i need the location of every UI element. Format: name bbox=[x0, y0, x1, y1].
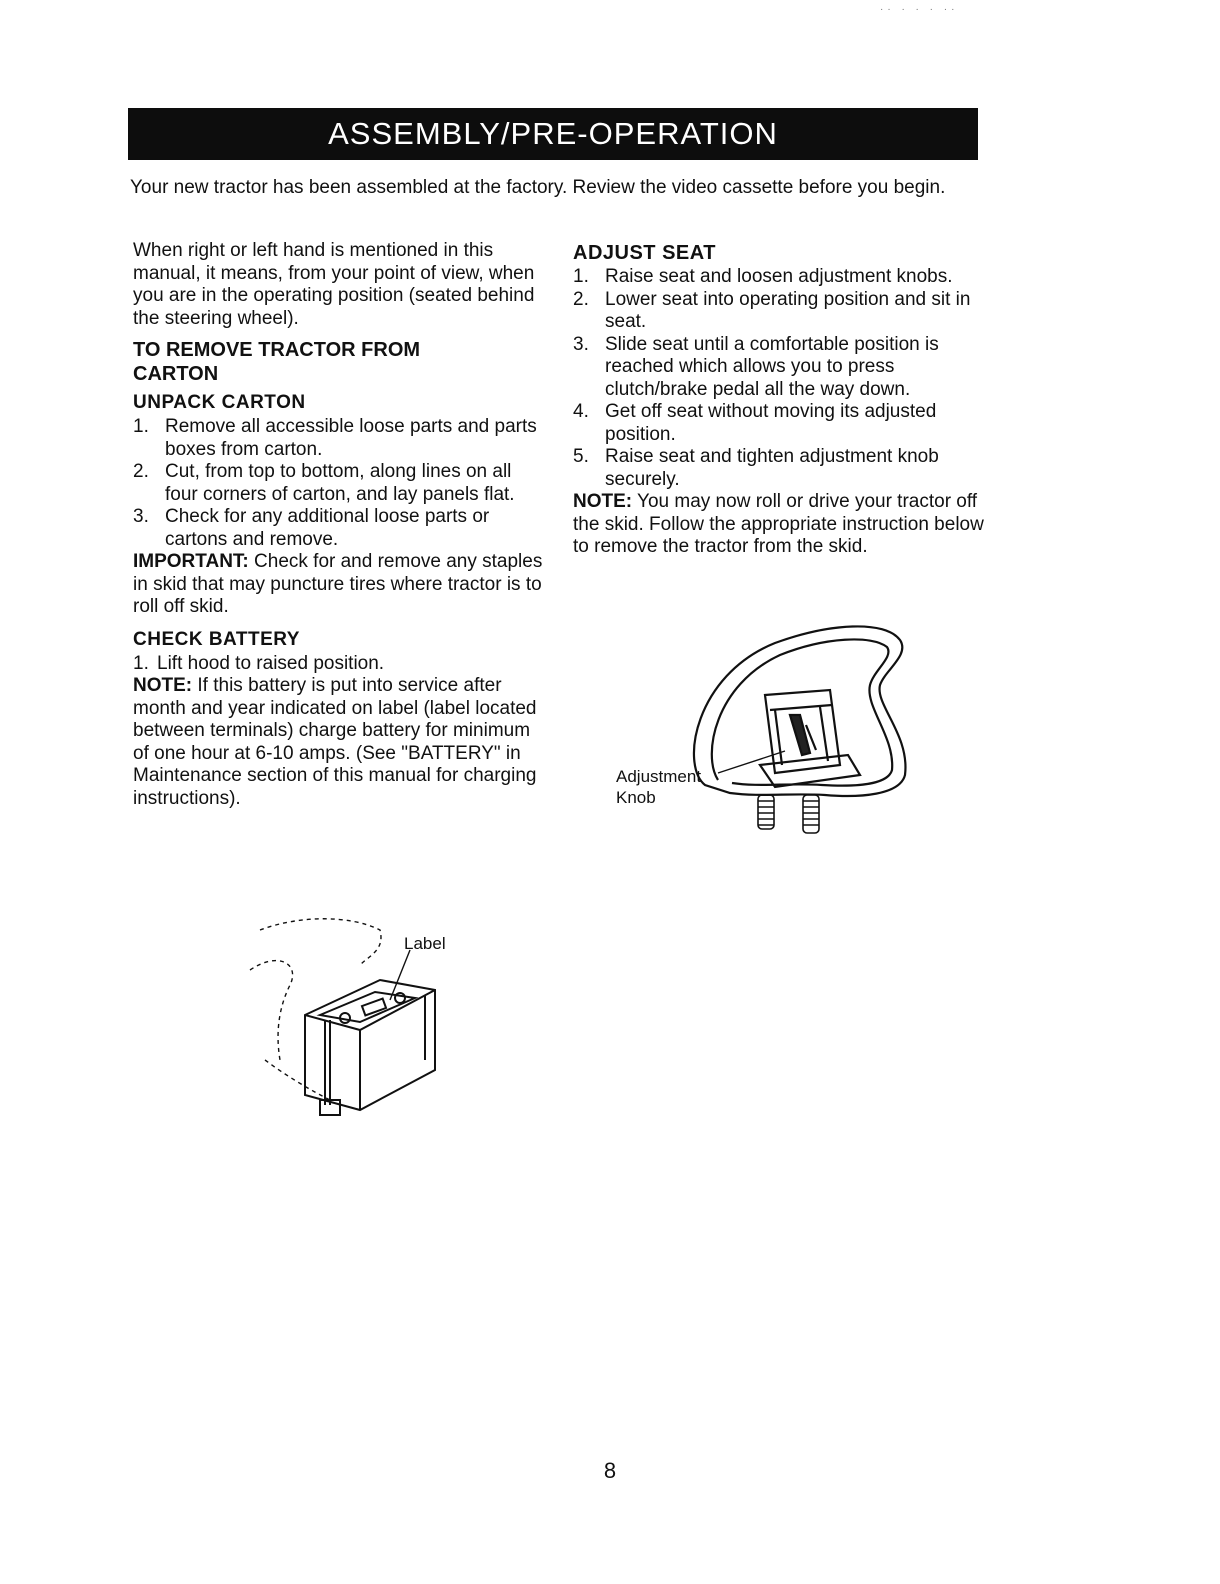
important-note bbox=[133, 551, 548, 619]
scan-specks: ·· · · · ·· bbox=[880, 4, 959, 15]
step-text: Lower seat into operating position and sit in seat. bbox=[605, 288, 971, 332]
step-text: Remove all accessible loose parts and parts boxes from carton. bbox=[165, 416, 537, 460]
note-text: You may now roll or drive your tractor off the skid. Follow the appropriate instruction below to remove the tractor from the skid. bbox=[573, 491, 984, 557]
right-column bbox=[573, 242, 993, 559]
unpack-steps-list bbox=[133, 416, 548, 551]
battery-label-callout: Label bbox=[404, 934, 446, 953]
note-label: NOTE: bbox=[133, 675, 193, 696]
step-text: Get off seat without moving its adjusted position. bbox=[605, 401, 937, 445]
list-item bbox=[573, 401, 993, 446]
step-text: Cut, from top to bottom, along lines on all four corners of carton, and lay panels flat. bbox=[165, 461, 515, 505]
intro-paragraph: Your new tractor has been assembled at the factory. Review the video cassette before you begin. bbox=[130, 177, 946, 198]
left-column bbox=[133, 240, 548, 810]
list-item bbox=[573, 446, 993, 491]
note-text: If this battery is put into service after month and year indicated on label (label located between terminals) charge battery for minimum of one hour at 6-10 amps. (See "BATTERY" in Maintenance section of this manual for charging instructions). bbox=[133, 675, 537, 809]
step-text: Raise seat and loosen adjustment knobs. bbox=[605, 266, 953, 287]
list-item bbox=[133, 461, 548, 506]
list-item bbox=[133, 506, 548, 551]
step-number: 3. bbox=[133, 506, 149, 527]
step-number: 1. bbox=[133, 652, 149, 674]
step-text: Raise seat and tighten adjustment knob securely. bbox=[605, 446, 939, 490]
list-item bbox=[133, 653, 548, 676]
step-text: Lift hood to raised position. bbox=[157, 652, 385, 674]
adjustment-knob-label bbox=[616, 766, 701, 808]
seat-steps-list bbox=[573, 266, 993, 491]
step-text: Check for any additional loose parts or cartons and remove. bbox=[165, 506, 490, 550]
step-text: Slide seat until a comfortable position is reached which allows you to press clutch/brake pedal all the way down. bbox=[605, 333, 939, 400]
section-banner bbox=[128, 108, 978, 160]
battery-note bbox=[133, 675, 548, 810]
step-number: 1. bbox=[133, 416, 149, 437]
label-line: Adjustment bbox=[616, 767, 702, 786]
orientation-note: When right or left hand is mentioned in this manual, it means, from your point of view, when you are in the operating position (seated behind the steering wheel). bbox=[133, 240, 535, 329]
check-battery-heading: CHECK BATTERY bbox=[133, 628, 300, 650]
remove-tractor-heading: TO REMOVE TRACTOR FROM CARTON bbox=[133, 339, 421, 385]
list-item bbox=[573, 334, 993, 402]
step-number: 4. bbox=[573, 401, 589, 422]
page-number: 8 bbox=[603, 1458, 617, 1483]
battery-steps-list bbox=[133, 653, 548, 676]
step-number: 2. bbox=[573, 288, 589, 310]
step-number: 2. bbox=[133, 461, 149, 482]
note-label: NOTE: bbox=[573, 491, 633, 512]
list-item bbox=[133, 416, 548, 461]
section-title: ASSEMBLY/PRE-OPERATION bbox=[328, 116, 778, 151]
seat-illustration bbox=[610, 615, 930, 855]
important-label: IMPORTANT: bbox=[133, 551, 249, 572]
step-number: 5. bbox=[573, 446, 589, 467]
adjust-seat-heading: ADJUST SEAT bbox=[573, 242, 716, 264]
step-number: 1. bbox=[573, 266, 589, 287]
unpack-carton-heading: UNPACK CARTON bbox=[133, 392, 306, 413]
list-item bbox=[573, 266, 993, 289]
skid-note bbox=[573, 491, 993, 559]
step-number: 3. bbox=[573, 333, 589, 355]
list-item bbox=[573, 289, 993, 334]
important-text: Check for and remove any staples in skid that may puncture tires where tractor is to roll off skid. bbox=[133, 551, 543, 617]
label-line: Knob bbox=[616, 788, 656, 807]
